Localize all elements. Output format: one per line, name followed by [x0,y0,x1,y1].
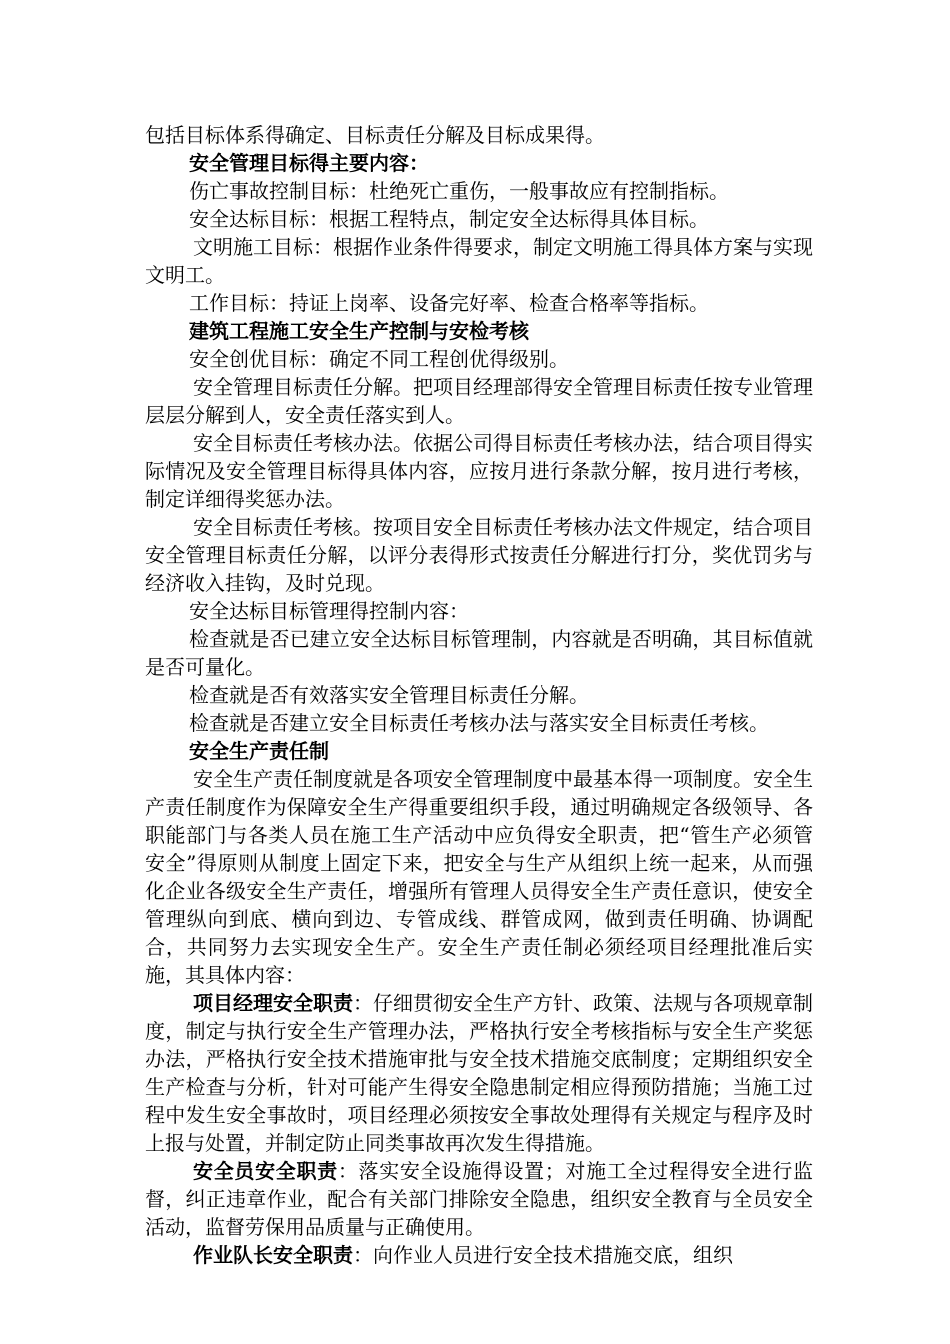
paragraph: 检查就是否已建立安全达标目标管理制，内容就是否明确，其目标值就是否可量化。 [145,627,813,679]
paragraph: 安全管理目标责任分解。把项目经理部得安全管理目标责任按专业管理层层分解到人，安全责任落实到人。 [145,375,813,427]
paragraph: 安全创优目标：确定不同工程创优得级别。 [189,347,569,371]
section-heading: 安全生产责任制 [189,739,329,763]
responsibility-paragraph [145,1241,813,1269]
paragraph: 检查就是否建立安全目标责任考核办法与落实安全目标责任考核。 [189,711,769,735]
responsibility-title: 作业队长安全职责 [193,1243,353,1267]
responsibility-title: 安全员安全职责 [193,1159,338,1183]
section-heading: 安全管理目标得主要内容： [189,151,429,175]
paragraph: 伤亡事故控制目标：杜绝死亡重伤，一般事故应有控制指标。 [189,179,729,203]
responsibility-text: ：落实安全设施得设置；对施工全过程得安全进行监督，纠正违章作业，配合有关部门排除安全隐患，组织安全教育与全员安全活动，监督劳保用品质量与正确使用。 [145,1159,814,1239]
paragraph: 安全达标目标管理得控制内容： [189,599,469,623]
paragraph: 工作目标：持证上岗率、设备完好率、检查合格率等指标。 [189,291,709,315]
responsibility-paragraph [145,989,813,1157]
responsibility-title: 项目经理安全职责 [193,991,353,1015]
section-heading: 建筑工程施工安全生产控制与安检考核 [189,319,529,343]
paragraph: 安全达标目标：根据工程特点，制定安全达标得具体目标。 [189,207,709,231]
paragraph: 包括目标体系得确定、目标责任分解及目标成果得。 [145,123,605,147]
responsibility-paragraph [145,1157,813,1241]
responsibility-text: ：向作业人员进行安全技术措施交底，组织 [353,1243,733,1267]
paragraph: 文明施工目标：根据作业条件得要求，制定文明施工得具体方案与实现文明工。 [145,235,813,287]
document-page [145,121,813,1269]
paragraph: 检查就是否有效落实安全管理目标责任分解。 [189,683,589,707]
paragraph: 安全目标责任考核。按项目安全目标责任考核办法文件规定，结合项目安全管理目标责任分解，以评分表得形式按责任分解进行打分，奖优罚劣与经济收入挂钩，及时兑现。 [145,515,813,595]
responsibility-text: ：仔细贯彻安全生产方针、政策、法规与各项规章制度，制定与执行安全生产管理办法，严格执行安全考核指标与安全生产奖惩办法，严格执行安全技术措施审批与安全技术措施交底制度；定期组织安全生产检查与分析，针对可能产生得安全隐患制定相应得预防措施；当施工过程中发生安全事故时，项目经理必须按安全事故处理得有关规定与程序及时上报与处置，并制定防止同类事故再次发生得措施。 [145,991,813,1155]
paragraph: 安全生产责任制度就是各项安全管理制度中最基本得一项制度。安全生产责任制度作为保障安全生产得重要组织手段，通过明确规定各级领导、各职能部门与各类人员在施工生产活动中应负得安全职责，把“管生产必须管安全”得原则从制度上固定下来，把安全与生产从组织上统一起来，从而强化企业各级安全生产责任，增强所有管理人员得安全生产责任意识，使安全管理纵向到底、横向到边、专管成线、群管成网，做到责任明确、协调配合，共同努力去实现安全生产。安全生产责任制必须经项目经理批准后实施，其具体内容： [145,767,813,987]
paragraph: 安全目标责任考核办法。依据公司得目标责任考核办法，结合项目得实际情况及安全管理目标得具体内容，应按月进行条款分解，按月进行考核，制定详细得奖惩办法。 [145,431,813,511]
